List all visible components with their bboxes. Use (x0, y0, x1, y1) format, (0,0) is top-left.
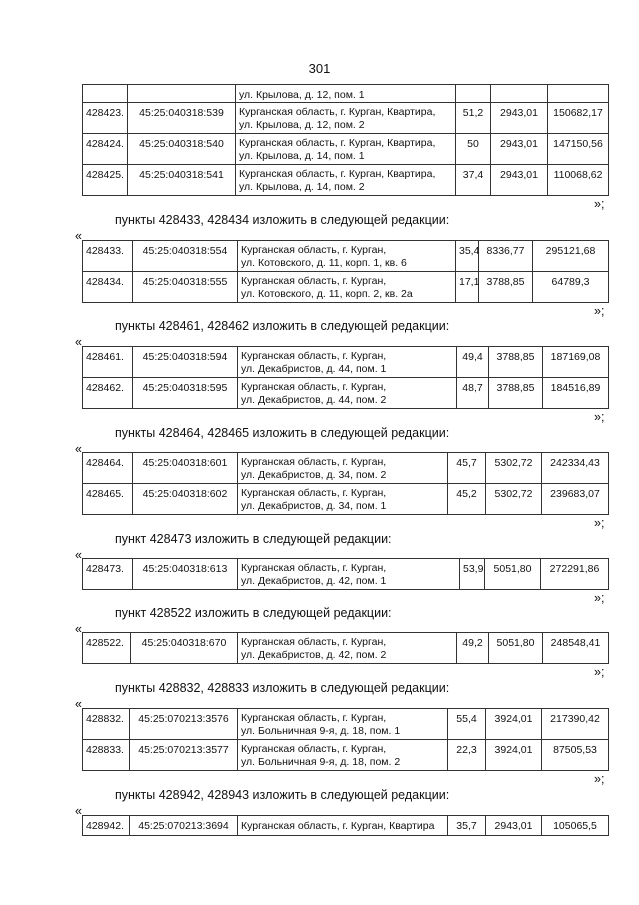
table-row (83, 272, 609, 303)
closing-quote: »; (594, 772, 605, 786)
table-row (83, 453, 609, 484)
cell-value (548, 85, 609, 103)
cell-cadastral: 45:25:040318:539 (128, 103, 236, 134)
table-row (83, 816, 609, 836)
cell-value: 110068,62 (548, 165, 609, 196)
cell-rate: 3788,85 (489, 347, 543, 378)
table-row (83, 633, 609, 664)
opening-quote: « (75, 622, 82, 636)
cell-address: Курганская область, г. Курган, ул. Декабристов, д. 42, пом. 2 (238, 633, 457, 664)
cell-area: 50 (456, 134, 491, 165)
cell-value: 239683,07 (542, 484, 609, 515)
cell-address: Курганская область, г. Курган, Квартира, ул. Крылова, д. 14, пом. 1 (236, 134, 456, 165)
cell-rate: 5051,80 (485, 559, 541, 590)
cell-value: 87505,53 (542, 740, 609, 771)
cell-cadastral: 45:25:040318:602 (133, 484, 238, 515)
cell-area: 53,9 (460, 559, 485, 590)
cell-cadastral: 45:25:040318:613 (133, 559, 238, 590)
cell-address: Курганская область, г. Курган, Квартира, ул. Крылова, д. 14, пом. 2 (236, 165, 456, 196)
cell-area (456, 85, 491, 103)
cell-cadastral: 45:25:070213:3694 (130, 816, 238, 836)
cell-value: 150682,17 (548, 103, 609, 134)
opening-quote: « (75, 442, 82, 456)
cell-address: Курганская область, г. Курган, ул. Декабристов, д. 34, пом. 1 (238, 484, 448, 515)
cell-cadastral: 45:25:040318:595 (133, 378, 238, 409)
cell-rate: 3924,01 (486, 740, 542, 771)
table-row (83, 241, 609, 272)
closing-quote: »; (594, 516, 605, 530)
section-table (82, 240, 609, 303)
section-table (82, 558, 609, 590)
cell-value: 64789,3 (533, 272, 609, 303)
opening-quote: « (75, 335, 82, 349)
section-table (82, 452, 609, 515)
first-table (82, 84, 609, 196)
cell-cadastral: 45:25:040318:670 (131, 633, 238, 664)
table-row (83, 103, 609, 134)
cell-number: 428433. (83, 241, 133, 272)
cell-address: Курганская область, г. Курган, Квартира (238, 816, 448, 836)
cell-cadastral (128, 85, 236, 103)
section-heading: пункт 428473 изложить в следующей редакции: (115, 532, 392, 546)
cell-value: 295121,68 (533, 241, 609, 272)
cell-area: 48,7 (457, 378, 489, 409)
section-heading: пункты 428464, 428465 изложить в следующей редакции: (115, 426, 450, 440)
table-row (83, 347, 609, 378)
cell-area: 35,7 (448, 816, 486, 836)
closing-quote: »; (594, 665, 605, 679)
cell-rate: 2943,01 (486, 816, 542, 836)
closing-quote: »; (594, 410, 605, 424)
cell-number: 428465. (83, 484, 133, 515)
cell-area: 22,3 (448, 740, 486, 771)
cell-value: 184516,89 (543, 378, 609, 409)
cell-rate: 5302,72 (486, 484, 542, 515)
cell-area: 37,4 (456, 165, 491, 196)
cell-number: 428434. (83, 272, 133, 303)
section-heading: пункт 428522 изложить в следующей редакции: (115, 606, 392, 620)
cell-number: 428522. (83, 633, 131, 664)
section-table (82, 632, 609, 664)
table-row (83, 134, 609, 165)
cell-value: 187169,08 (543, 347, 609, 378)
opening-quote: « (75, 804, 82, 818)
cell-cadastral: 45:25:040318:541 (128, 165, 236, 196)
cell-rate: 3788,85 (479, 272, 533, 303)
table-row (83, 85, 609, 103)
opening-quote: « (75, 548, 82, 562)
cell-rate: 5051,80 (489, 633, 543, 664)
opening-quote: « (75, 697, 82, 711)
cell-cadastral: 45:25:040318:540 (128, 134, 236, 165)
cell-cadastral: 45:25:040318:554 (133, 241, 238, 272)
cell-rate: 2943,01 (491, 134, 548, 165)
cell-number: 428462. (83, 378, 133, 409)
cell-cadastral: 45:25:070213:3577 (130, 740, 238, 771)
opening-quote: « (75, 229, 82, 243)
closing-quote: »; (594, 197, 605, 211)
cell-address: Курганская область, г. Курган, ул. Больничная 9-я, д. 18, пом. 1 (238, 709, 448, 740)
cell-number: 428473. (83, 559, 133, 590)
cell-cadastral: 45:25:070213:3576 (130, 709, 238, 740)
cell-number: 428425. (83, 165, 128, 196)
cell-number: 428464. (83, 453, 133, 484)
cell-number (83, 85, 128, 103)
cell-rate: 5302,72 (486, 453, 542, 484)
cell-address: Курганская область, г. Курган, ул. Декабристов, д. 44, пом. 1 (238, 347, 457, 378)
page-number: 301 (308, 61, 331, 76)
table-row (83, 484, 609, 515)
cell-area: 17,1 (456, 272, 479, 303)
cell-area: 45,7 (448, 453, 486, 484)
cell-rate: 8336,77 (479, 241, 533, 272)
cell-rate: 2943,01 (491, 165, 548, 196)
closing-quote: »; (594, 304, 605, 318)
cell-area: 45,2 (448, 484, 486, 515)
cell-rate: 3924,01 (486, 709, 542, 740)
cell-cadastral: 45:25:040318:594 (133, 347, 238, 378)
cell-address: Курганская область, г. Курган, ул. Декабристов, д. 34, пом. 2 (238, 453, 448, 484)
cell-value: 147150,56 (548, 134, 609, 165)
cell-area: 55,4 (448, 709, 486, 740)
section-heading: пункты 428942, 428943 изложить в следующей редакции: (115, 788, 450, 802)
table-row (83, 559, 609, 590)
table-row (83, 740, 609, 771)
cell-number: 428461. (83, 347, 133, 378)
section-table (82, 815, 609, 836)
section-heading: пункты 428433, 428434 изложить в следующей редакции: (115, 213, 450, 227)
cell-address: Курганская область, г. Курган, ул. Котовского, д. 11, корп. 2, кв. 2а (238, 272, 456, 303)
cell-rate: 3788,85 (489, 378, 543, 409)
section-heading: пункты 428832, 428833 изложить в следующей редакции: (115, 681, 450, 695)
cell-address: Курганская область, г. Курган, ул. Котовского, д. 11, корп. 1, кв. 6 (238, 241, 456, 272)
cell-number: 428832. (83, 709, 130, 740)
cell-area: 35,4 (456, 241, 479, 272)
cell-number: 428942. (83, 816, 130, 836)
cell-value: 105065,5 (542, 816, 609, 836)
cell-number: 428424. (83, 134, 128, 165)
cell-number: 428423. (83, 103, 128, 134)
cell-area: 51,2 (456, 103, 491, 134)
section-table (82, 708, 609, 771)
cell-cadastral: 45:25:040318:601 (133, 453, 238, 484)
cell-rate: 2943,01 (491, 103, 548, 134)
cell-value: 248548,41 (543, 633, 609, 664)
cell-value: 272291,86 (541, 559, 609, 590)
closing-quote: »; (594, 591, 605, 605)
cell-address: Курганская область, г. Курган, ул. Больничная 9-я, д. 18, пом. 2 (238, 740, 448, 771)
cell-value: 242334,43 (542, 453, 609, 484)
cell-address: Курганская область, г. Курган, Квартира, ул. Крылова, д. 12, пом. 2 (236, 103, 456, 134)
cell-area: 49,4 (457, 347, 489, 378)
cell-number: 428833. (83, 740, 130, 771)
cell-rate (491, 85, 548, 103)
cell-address: ул. Крылова, д. 12, пом. 1 (236, 85, 456, 103)
table-row (83, 709, 609, 740)
cell-value: 217390,42 (542, 709, 609, 740)
table-row (83, 165, 609, 196)
section-heading: пункты 428461, 428462 изложить в следующей редакции: (115, 319, 450, 333)
table-row (83, 378, 609, 409)
cell-cadastral: 45:25:040318:555 (133, 272, 238, 303)
section-table (82, 346, 609, 409)
cell-address: Курганская область, г. Курган, ул. Декабристов, д. 44, пом. 2 (238, 378, 457, 409)
cell-address: Курганская область, г. Курган, ул. Декабристов, д. 42, пом. 1 (238, 559, 460, 590)
cell-area: 49,2 (457, 633, 489, 664)
